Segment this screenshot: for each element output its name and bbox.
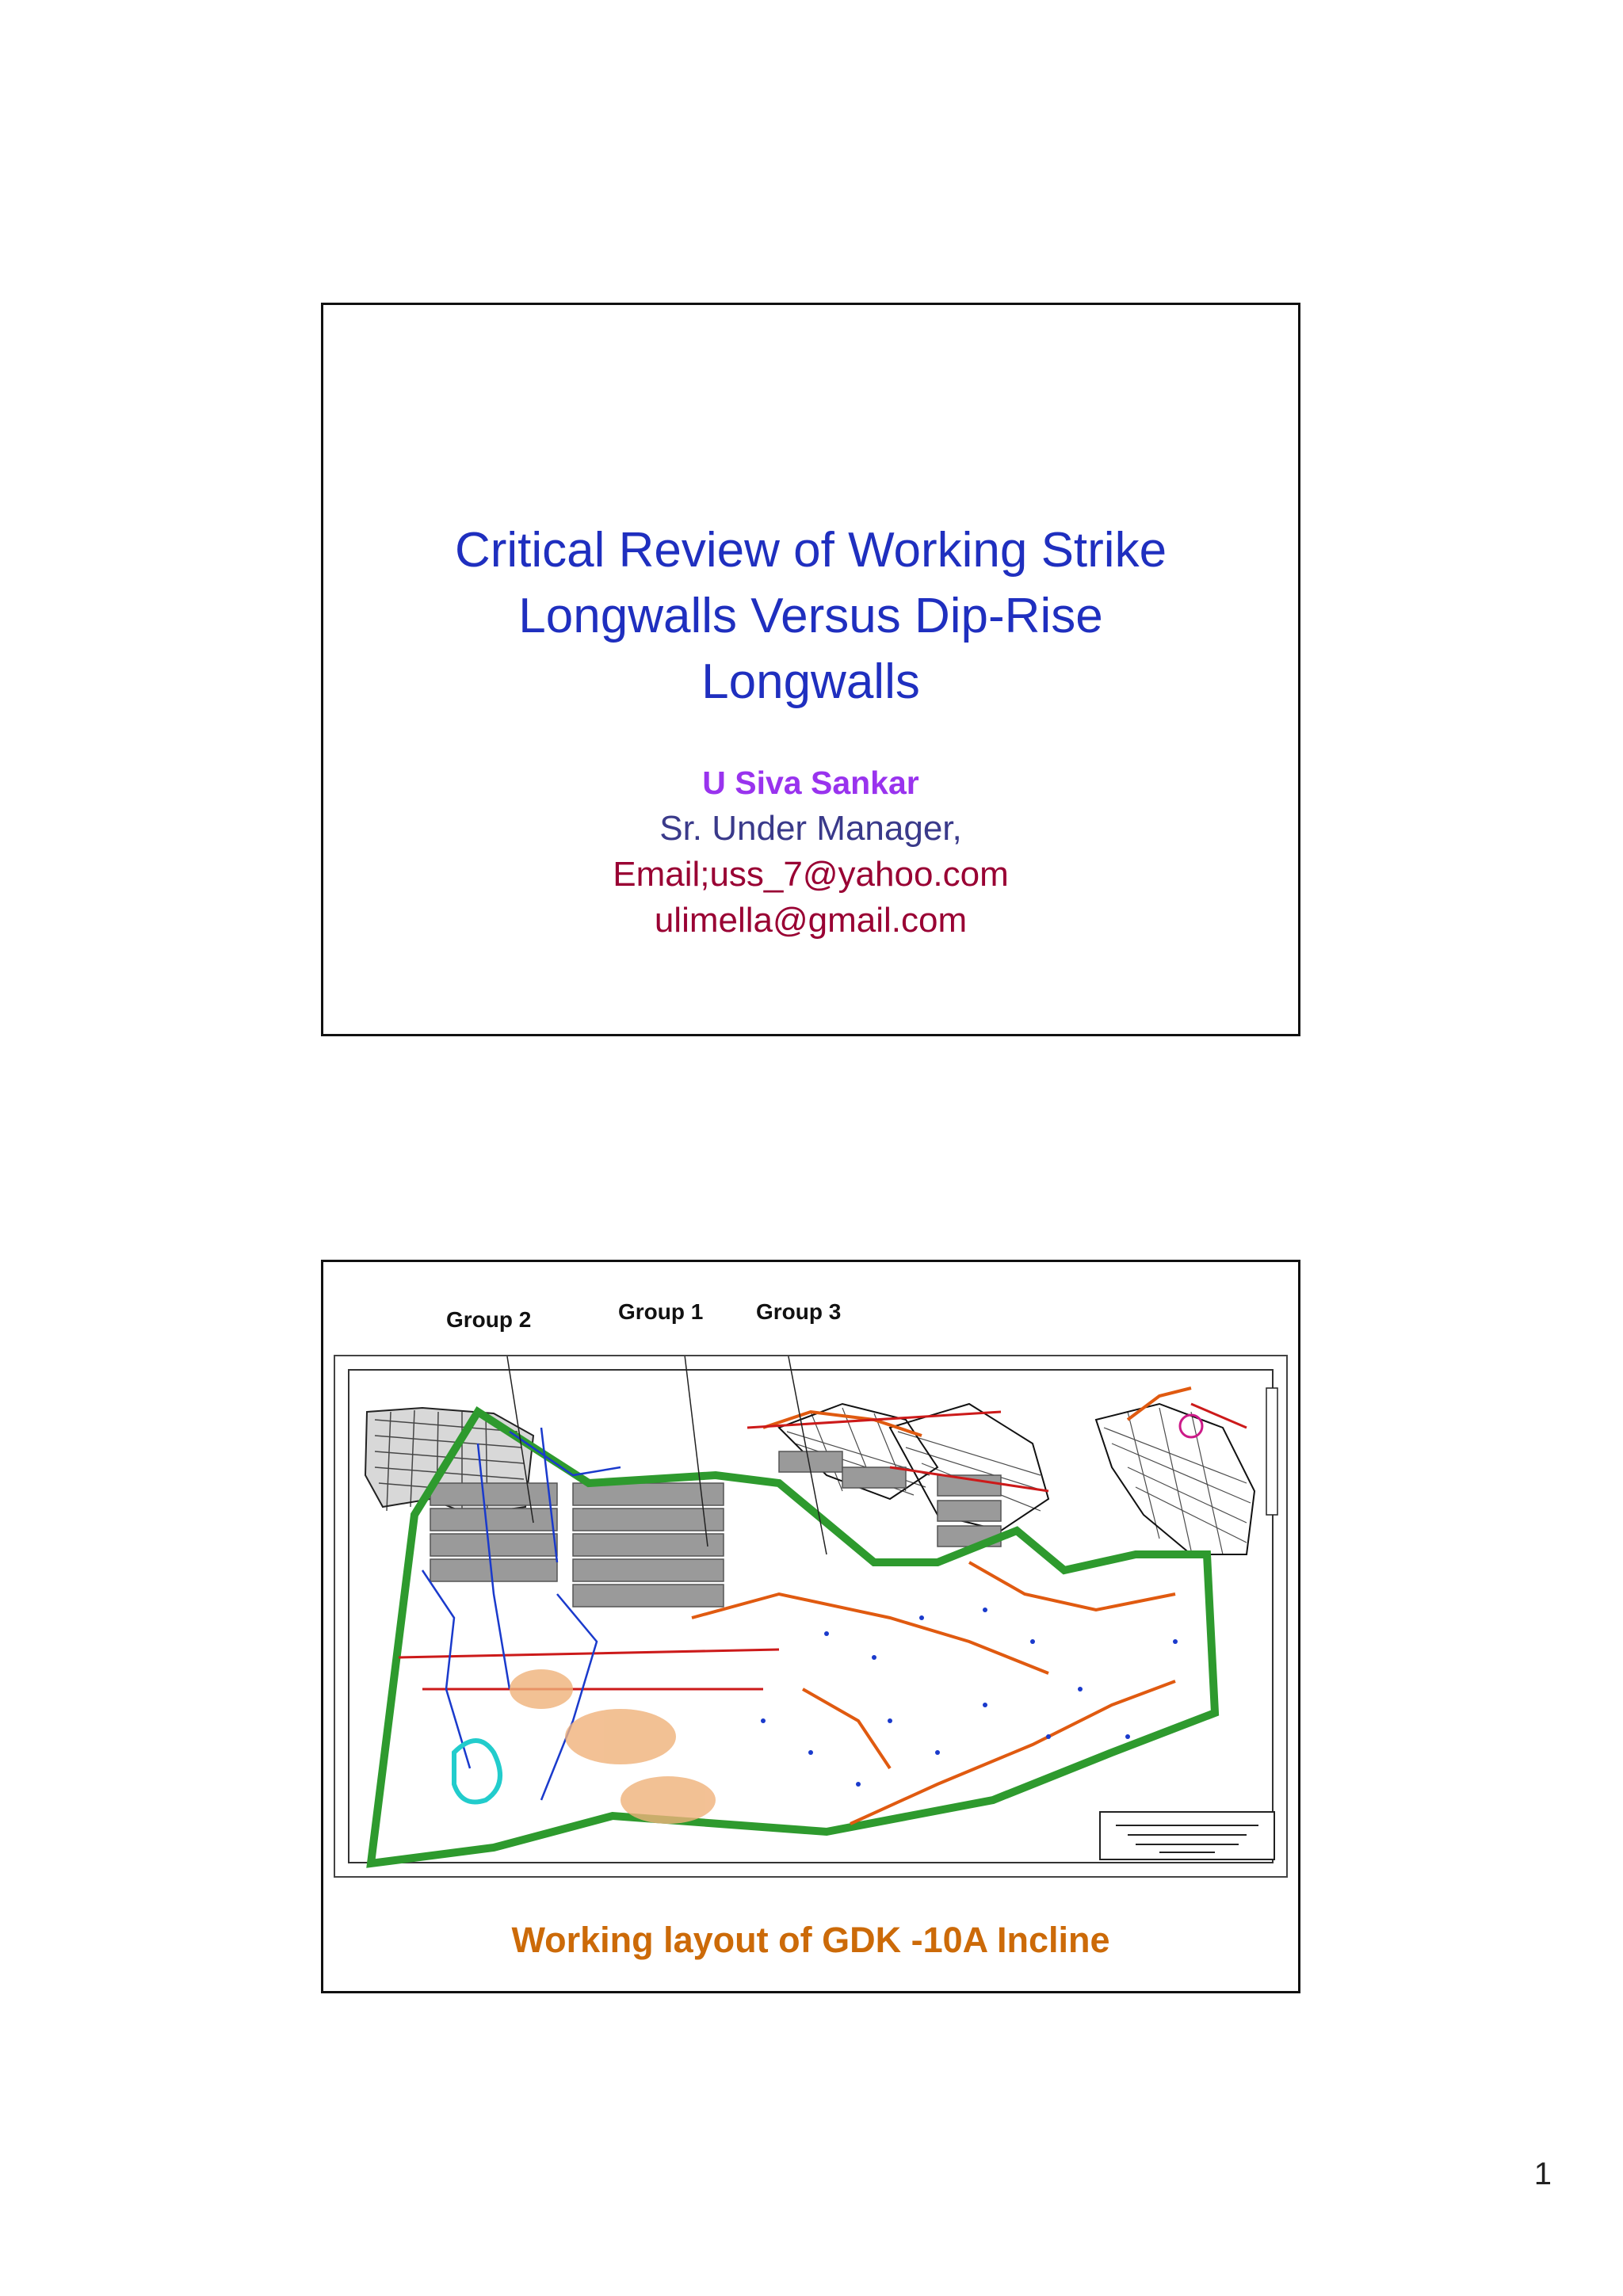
- page-number: 1: [1533, 2157, 1552, 2191]
- author-name: U Siva Sankar: [702, 765, 919, 801]
- title-line: Longwalls Versus Dip-Rise: [518, 589, 1103, 643]
- group-2-label: Group 2: [446, 1307, 532, 1332]
- title-slide: [321, 303, 1300, 1036]
- author-email-primary: Email;uss_7@yahoo.com: [613, 855, 1009, 894]
- author-email-secondary: ulimella@gmail.com: [654, 901, 968, 940]
- presentation-title: [323, 517, 1298, 715]
- layout-slide: [321, 1260, 1300, 1993]
- layout-caption: Working layout of GDK -10A Incline: [511, 1920, 1110, 1960]
- mine-plan-image: [334, 1355, 1288, 1878]
- author-role: Sr. Under Manager,: [659, 809, 962, 848]
- group-3-label: Group 3: [756, 1299, 842, 1324]
- title-line: Critical Review of Working Strike: [454, 523, 1167, 578]
- mine-plan-drawing: [335, 1356, 1286, 1876]
- group-1-label: Group 1: [618, 1299, 704, 1324]
- title-line: Longwalls: [701, 654, 920, 709]
